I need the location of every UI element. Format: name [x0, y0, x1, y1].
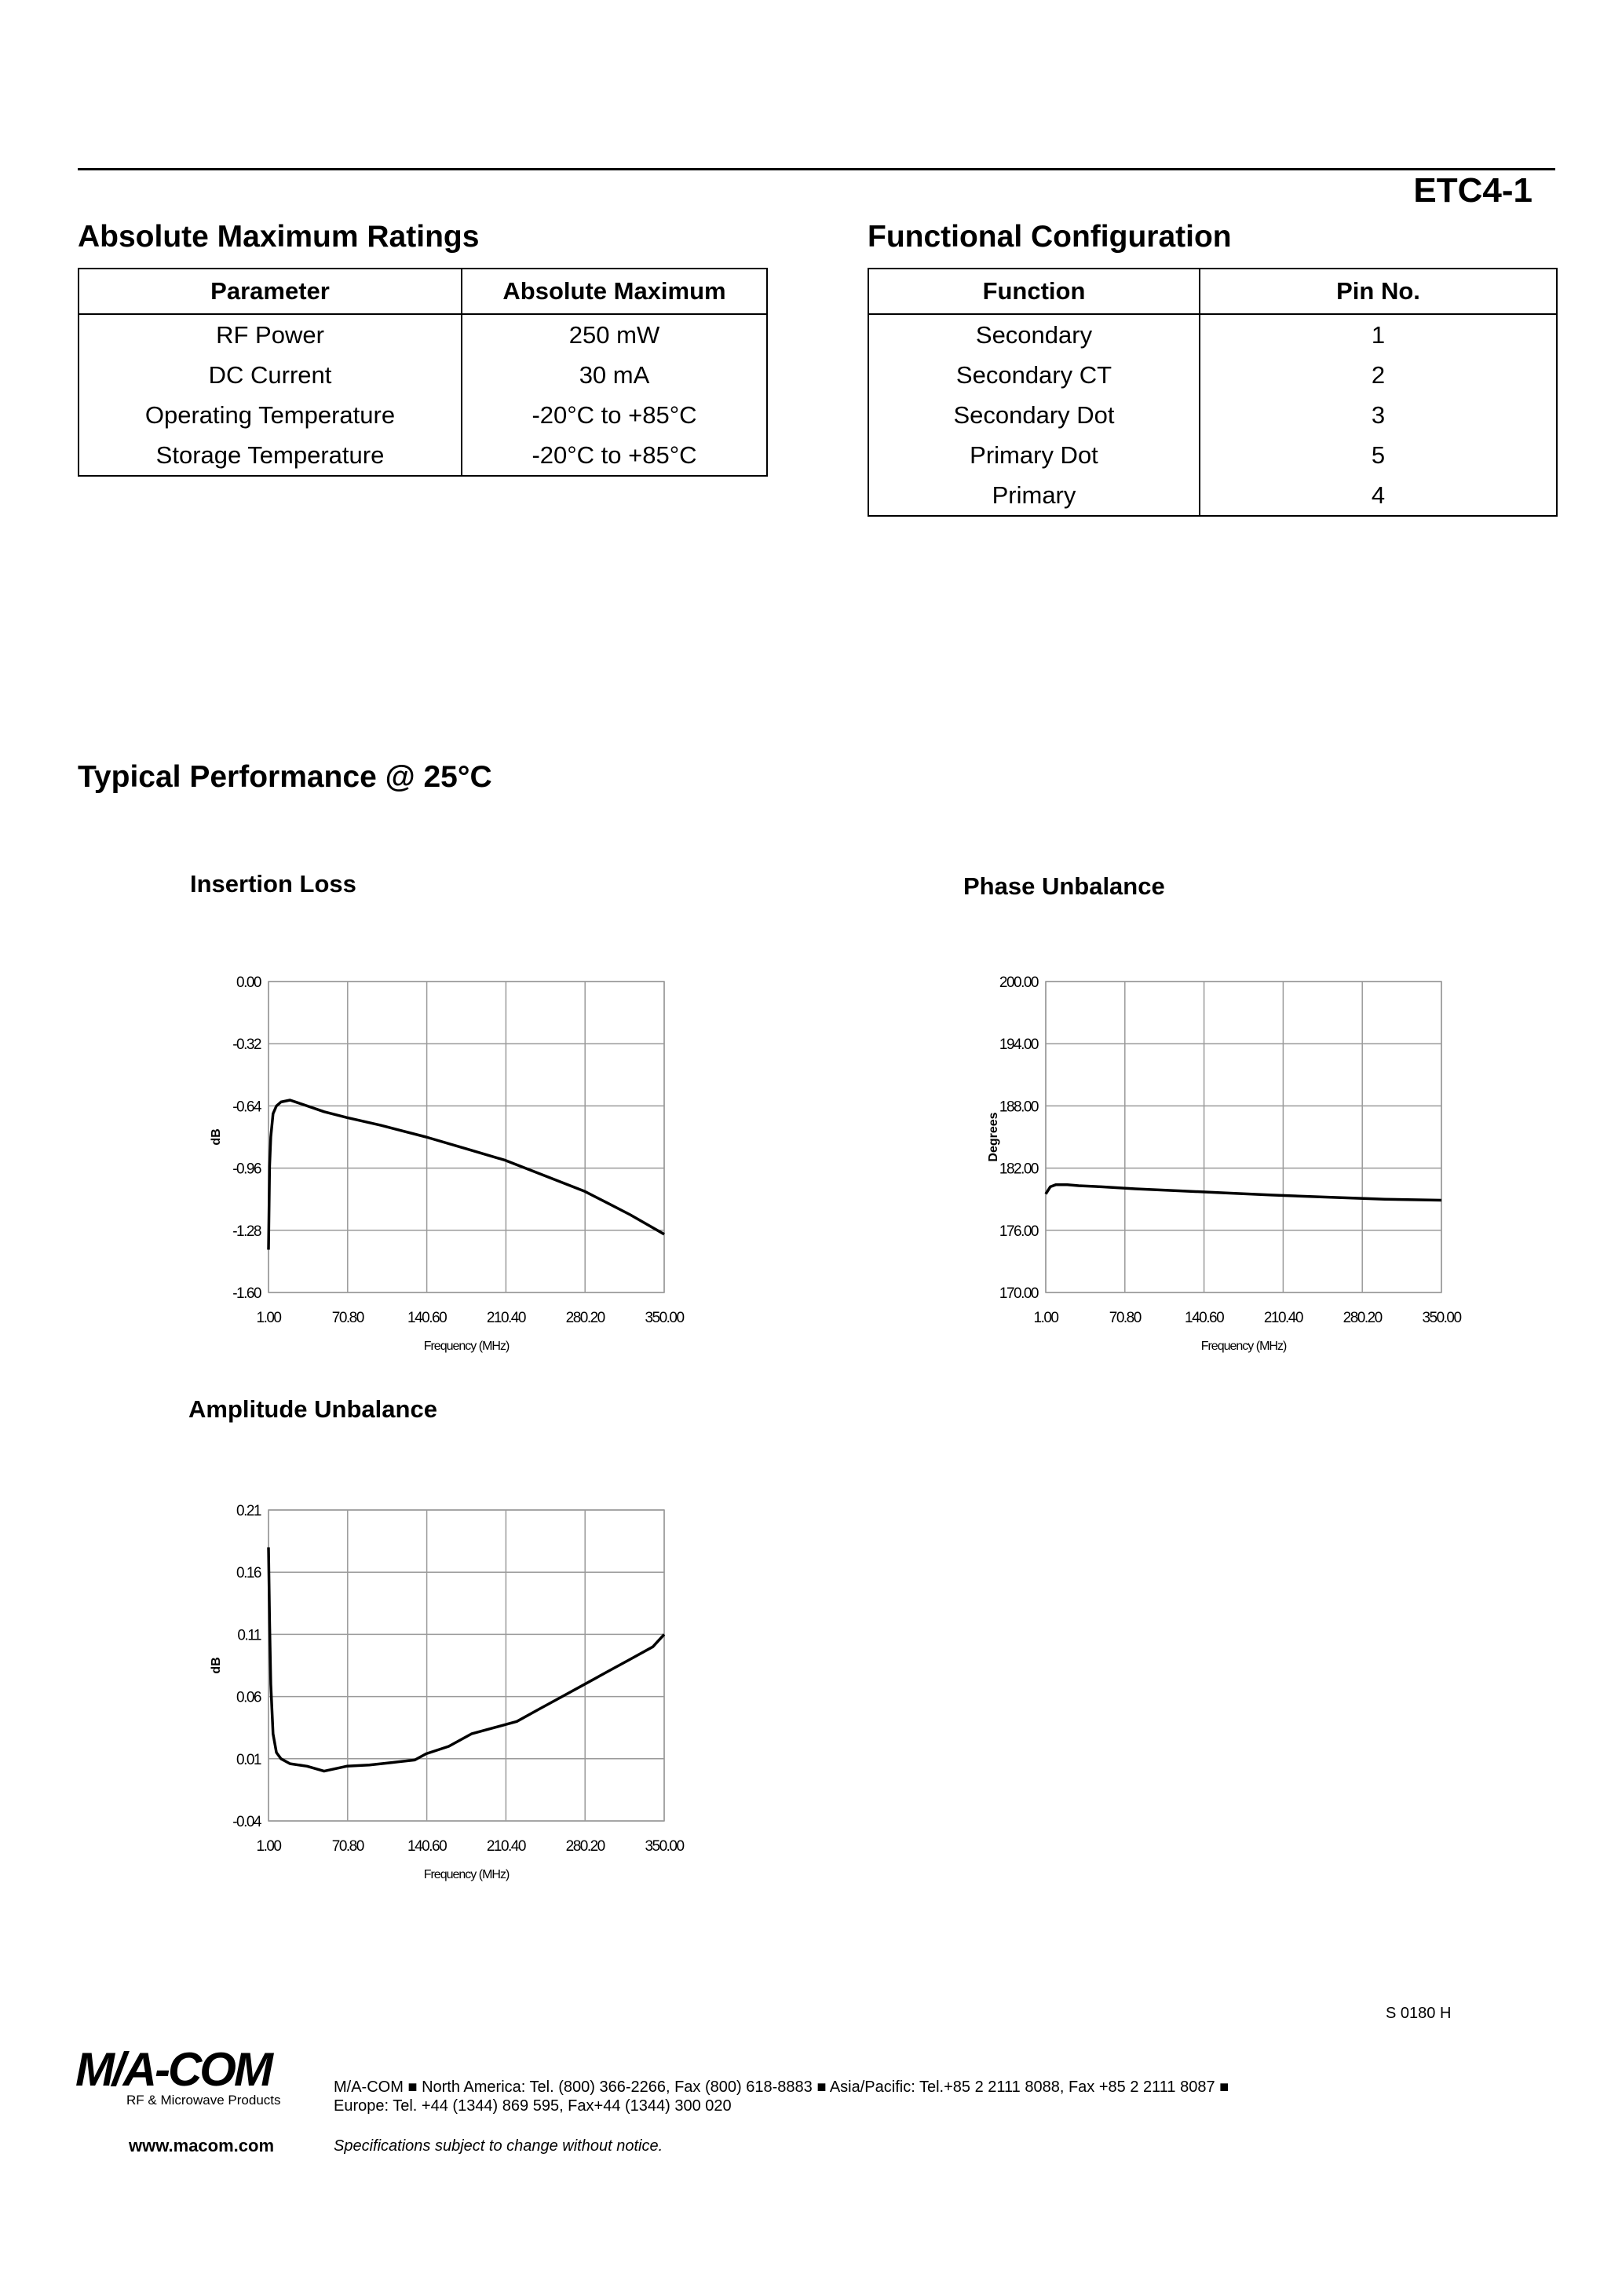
x-tick-label: 210.40	[1263, 1310, 1302, 1326]
x-tick-label: 280.20	[565, 1310, 605, 1326]
y-tick-label: 0.06	[236, 1689, 261, 1706]
x-tick-label: 1.00	[256, 1838, 281, 1855]
table-cell: Storage Temperature	[79, 435, 462, 476]
table-cell: Secondary CT	[868, 355, 1200, 395]
x-tick-label: 350.00	[1422, 1310, 1461, 1326]
y-tick-label: 188.00	[999, 1099, 1038, 1116]
insertion-loss-chart	[196, 970, 707, 1378]
x-tick-label: 140.60	[407, 1838, 447, 1855]
table-cell: Operating Temperature	[79, 395, 462, 435]
website-link[interactable]: www.macom.com	[129, 2136, 275, 2155]
table-cell: -20°C to +85°C	[462, 435, 767, 476]
x-tick-label: 350.00	[645, 1838, 684, 1855]
y-tick-label: 194.00	[999, 1036, 1038, 1054]
column-header: Parameter	[79, 269, 462, 314]
table-header-row	[79, 269, 767, 314]
y-tick-label: 0.01	[236, 1751, 261, 1768]
x-tick-label: 70.80	[331, 1838, 363, 1855]
y-tick-label: 0.11	[237, 1627, 261, 1644]
performance-title: Typical Performance @ 25°C	[78, 760, 492, 794]
y-axis-label: dB	[210, 1657, 223, 1674]
y-tick-label: -0.64	[232, 1099, 261, 1116]
x-tick-label: 280.20	[565, 1838, 605, 1855]
y-tick-label: -0.04	[232, 1814, 261, 1830]
table-cell: Secondary Dot	[868, 395, 1200, 435]
table-row	[868, 435, 1557, 475]
table-row	[79, 355, 767, 395]
x-axis-label: Frequency (MHz)	[423, 1868, 510, 1881]
part-number: ETC4-1	[1413, 171, 1532, 210]
table-cell: 3	[1200, 395, 1557, 435]
column-header: Function	[868, 269, 1200, 314]
amplitude-unbalance-chart	[196, 1498, 707, 1907]
y-tick-label: -0.96	[232, 1161, 261, 1178]
y-tick-label: -0.32	[232, 1036, 261, 1054]
table-cell: Primary	[868, 475, 1200, 516]
header-rule	[78, 168, 1555, 170]
x-tick-label: 280.20	[1343, 1310, 1382, 1326]
y-tick-label: -1.28	[232, 1223, 261, 1240]
plot-area	[269, 1510, 664, 1821]
x-axis-label: Frequency (MHz)	[423, 1340, 510, 1353]
y-tick-label: 0.00	[236, 974, 261, 991]
table-cell: DC Current	[79, 355, 462, 395]
x-tick-label: 70.80	[1109, 1310, 1141, 1326]
table-cell: 30 mA	[462, 355, 767, 395]
column-header: Absolute Maximum	[462, 269, 767, 314]
disclaimer: Specifications subject to change without notice.	[334, 2137, 663, 2155]
x-tick-label: 140.60	[1185, 1310, 1224, 1326]
x-tick-label: 1.00	[256, 1310, 281, 1326]
x-tick-label: 140.60	[407, 1310, 447, 1326]
table-row	[79, 314, 767, 355]
macom-logo	[75, 2043, 303, 2108]
y-axis-label: dB	[210, 1128, 223, 1146]
table-header-row	[868, 269, 1557, 314]
table-cell: Primary Dot	[868, 435, 1200, 475]
table-cell: 2	[1200, 355, 1557, 395]
phase-unbalance-title: Phase Unbalance	[963, 872, 1165, 900]
column-header: Pin No.	[1200, 269, 1557, 314]
x-tick-label: 70.80	[331, 1310, 363, 1326]
table-row	[79, 435, 767, 476]
x-tick-label: 350.00	[645, 1310, 684, 1326]
y-tick-label: 182.00	[999, 1161, 1038, 1178]
x-tick-label: 210.40	[486, 1838, 525, 1855]
func-config-title: Functional Configuration	[868, 220, 1232, 254]
abs-max-title: Absolute Maximum Ratings	[78, 220, 480, 254]
y-tick-label: 170.00	[999, 1285, 1038, 1302]
table-cell: 5	[1200, 435, 1557, 475]
table-cell: 4	[1200, 475, 1557, 516]
phase-unbalance-chart	[974, 970, 1484, 1378]
table-row	[868, 475, 1557, 516]
table-cell: 250 mW	[462, 314, 767, 355]
y-tick-label: 0.16	[236, 1565, 261, 1582]
x-axis-label: Frequency (MHz)	[1200, 1340, 1287, 1353]
insertion-loss-title: Insertion Loss	[190, 870, 356, 898]
plot-area	[1046, 982, 1441, 1292]
plot-area	[269, 982, 664, 1292]
logo-subtitle: RF & Microwave Products	[126, 2093, 281, 2108]
x-tick-label: 210.40	[486, 1310, 525, 1326]
table-cell: -20°C to +85°C	[462, 395, 767, 435]
y-tick-label: 200.00	[999, 974, 1038, 991]
contact-line-1: M/A-COM ■ North America: Tel. (800) 366-2266, Fax (800) 618-8883 ■ Asia/Pacific: Tel.+85 2 2111 8088, Fax +85 2 2111 8087 ■	[334, 2078, 1229, 2096]
abs-max-table	[78, 268, 768, 477]
table-row	[868, 314, 1557, 355]
contact-line-2: Europe: Tel. +44 (1344) 869 595, Fax+44 (1344) 300 020	[334, 2097, 732, 2115]
y-tick-label: 176.00	[999, 1223, 1038, 1240]
table-cell: Secondary	[868, 314, 1200, 355]
table-cell: RF Power	[79, 314, 462, 355]
y-tick-label: -1.60	[232, 1285, 261, 1302]
table-cell: 1	[1200, 314, 1557, 355]
x-tick-label: 1.00	[1033, 1310, 1058, 1326]
table-row	[868, 395, 1557, 435]
amplitude-unbalance-title: Amplitude Unbalance	[188, 1395, 437, 1423]
y-axis-label: Degrees	[987, 1112, 1000, 1162]
y-tick-label: 0.21	[236, 1503, 261, 1519]
table-row	[79, 395, 767, 435]
table-row	[868, 355, 1557, 395]
logo-wordmark: M/A-COM	[75, 2043, 271, 2096]
document-code: S 0180 H	[1386, 2005, 1452, 2022]
func-config-table	[868, 268, 1558, 517]
